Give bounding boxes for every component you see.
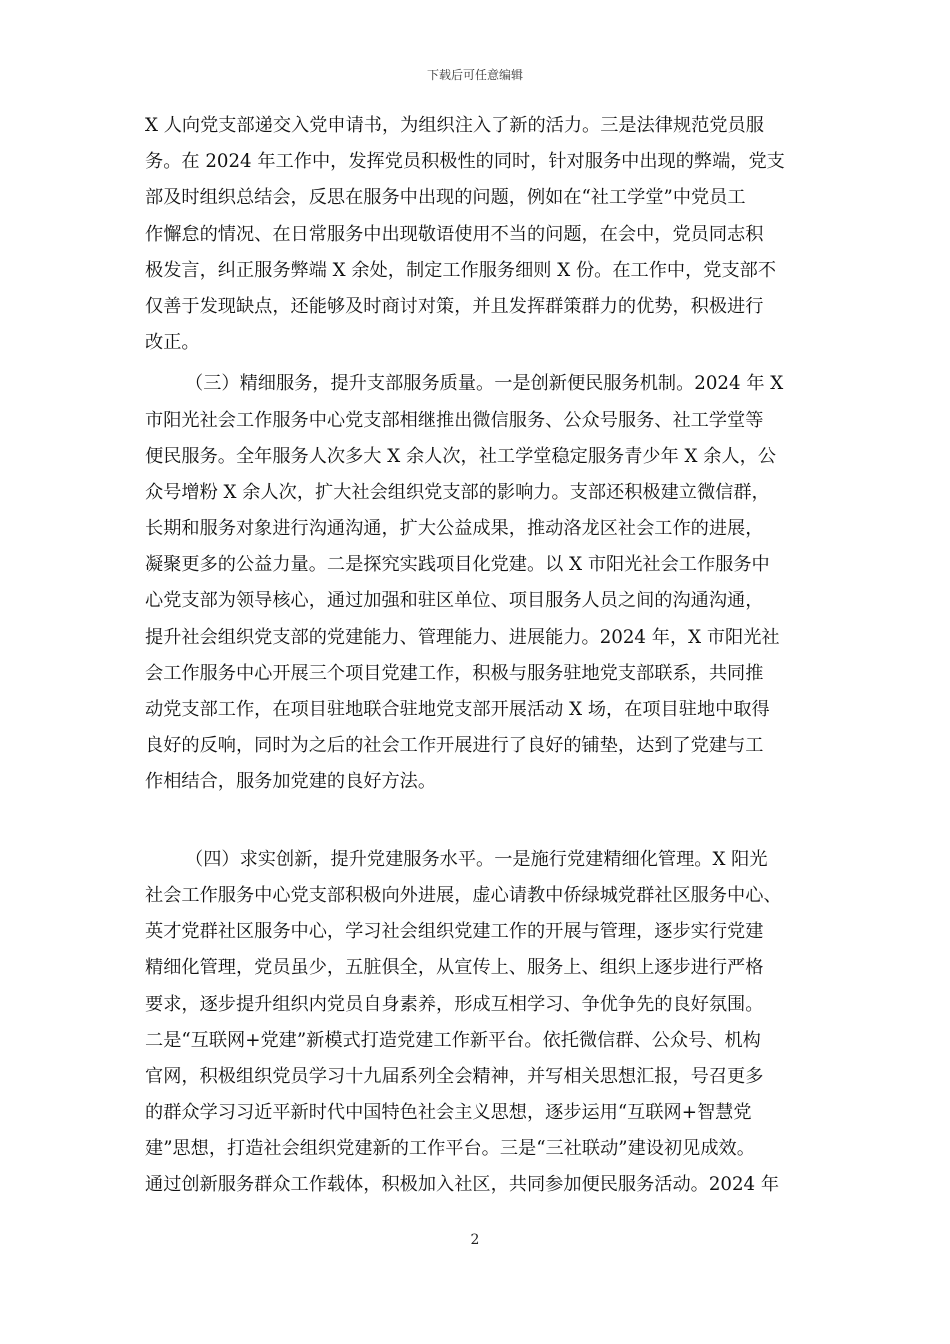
text-line: （三）精细服务，提升支部服务质量。一是创新便民服务机制。2024 年 X [185,373,784,395]
text-line: X 人向党支部递交入党申请书，为组织注入了新的活力。三是法律规范党员服 [145,115,764,136]
text-line: 务。在 2024 年工作中，发挥党员积极性的同时，针对服务中出现的弊端，党支 [145,151,785,173]
text-line: 精细化管理，党员虽少，五脏俱全，从宣传上、服务上、组织上逐步进行严格 [145,957,764,979]
document-body [145,108,810,1204]
text-line: 会工作服务中心开展三个项目党建工作，积极与服务驻地党支部联系，共同推 [145,662,764,684]
text-line: 改正。 [145,332,200,354]
paragraph [145,108,810,361]
paragraph [145,366,810,836]
text-line: 众号增粉 X 余人次，扩大社会组织党支部的影响力。支部还积极建立微信群， [145,481,770,503]
text-line: （四）求实创新，提升党建服务水平。一是施行党建精细化管理。X 阳光 [185,848,768,870]
text-line: 社会工作服务中心党支部积极向外进展，虚心请教中侨绿城党群社区服务中心、 [145,884,782,906]
text-line: 部及时组织总结会，反思在服务中出现的问题，例如在“社工学堂”中党员工 [145,187,746,209]
text-line: 作相结合，服务加党建的良好方法。 [145,771,437,793]
text-line: 的群众学习习近平新时代中国特色社会主义思想，逐步运用“互联网+智慧党 [145,1102,752,1124]
page-number: 2 [470,1232,480,1248]
text-line: 建”思想，打造社会组织党建新的工作平台。三是“三社联动”建设初见成效。 [145,1138,755,1160]
text-line: 市阳光社会工作服务中心党支部相继推出微信服务、公众号服务、社工学堂等 [145,409,764,431]
text-line: 提升社会组织党支部的党建能力、管理能力、进展能力。2024 年，X 市阳光社 [145,626,780,648]
page-header: 下载后可任意编辑 [426,68,523,82]
text-line: 英才党群社区服务中心，学习社会组织党建工作的开展与管理，逐步实行党建 [145,921,764,943]
text-line: 良好的反响，同时为之后的社会工作开展进行了良好的铺垫，达到了党建与工 [145,735,764,757]
text-line: 仅善于发现缺点，还能够及时商讨对策，并且发挥群策群力的优势，积极进行 [145,295,764,317]
text-line: 极发言，纠正服务弊端 X 余处，制定工作服务细则 X 份。在工作中，党支部不 [145,259,777,281]
text-line: 二是“互联网+党建”新模式打造党建工作新平台。依托微信群、公众号、机构 [145,1029,761,1051]
text-line: 要求，逐步提升组织内党员自身素养，形成互相学习、争优争先的良好氛围。 [145,993,764,1015]
text-line: 凝聚更多的公益力量。二是探究实践项目化党建。以 X 市阳光社会工作服务中 [145,554,770,576]
paragraph [145,842,810,1204]
text-line: 便民服务。全年服务人次多大 X 余人次，社工学堂稳定服务青少年 X 余人，公 [145,445,777,467]
text-line: 长期和服务对象进行沟通沟通，扩大公益成果，推动洛龙区社会工作的进展， [145,518,764,540]
text-line: 动党支部工作，在项目驻地联合驻地党支部开展活动 X 场，在项目驻地中取得 [145,699,770,720]
text-line: 通过创新服务群众工作载体，积极加入社区，共同参加便民服务活动。2024 年 [145,1174,780,1196]
text-line: 作懈怠的情况、在日常服务中出现敬语使用不当的问题，在会中，党员同志积 [145,223,764,245]
text-line [145,801,810,837]
text-line: 官网，积极组织党员学习十九届系列全会精神，并写相关思想汇报，号召更多 [145,1065,764,1087]
text-line: 心党支部为领导核心，通过加强和驻区单位、项目服务人员之间的沟通沟通， [145,590,764,612]
